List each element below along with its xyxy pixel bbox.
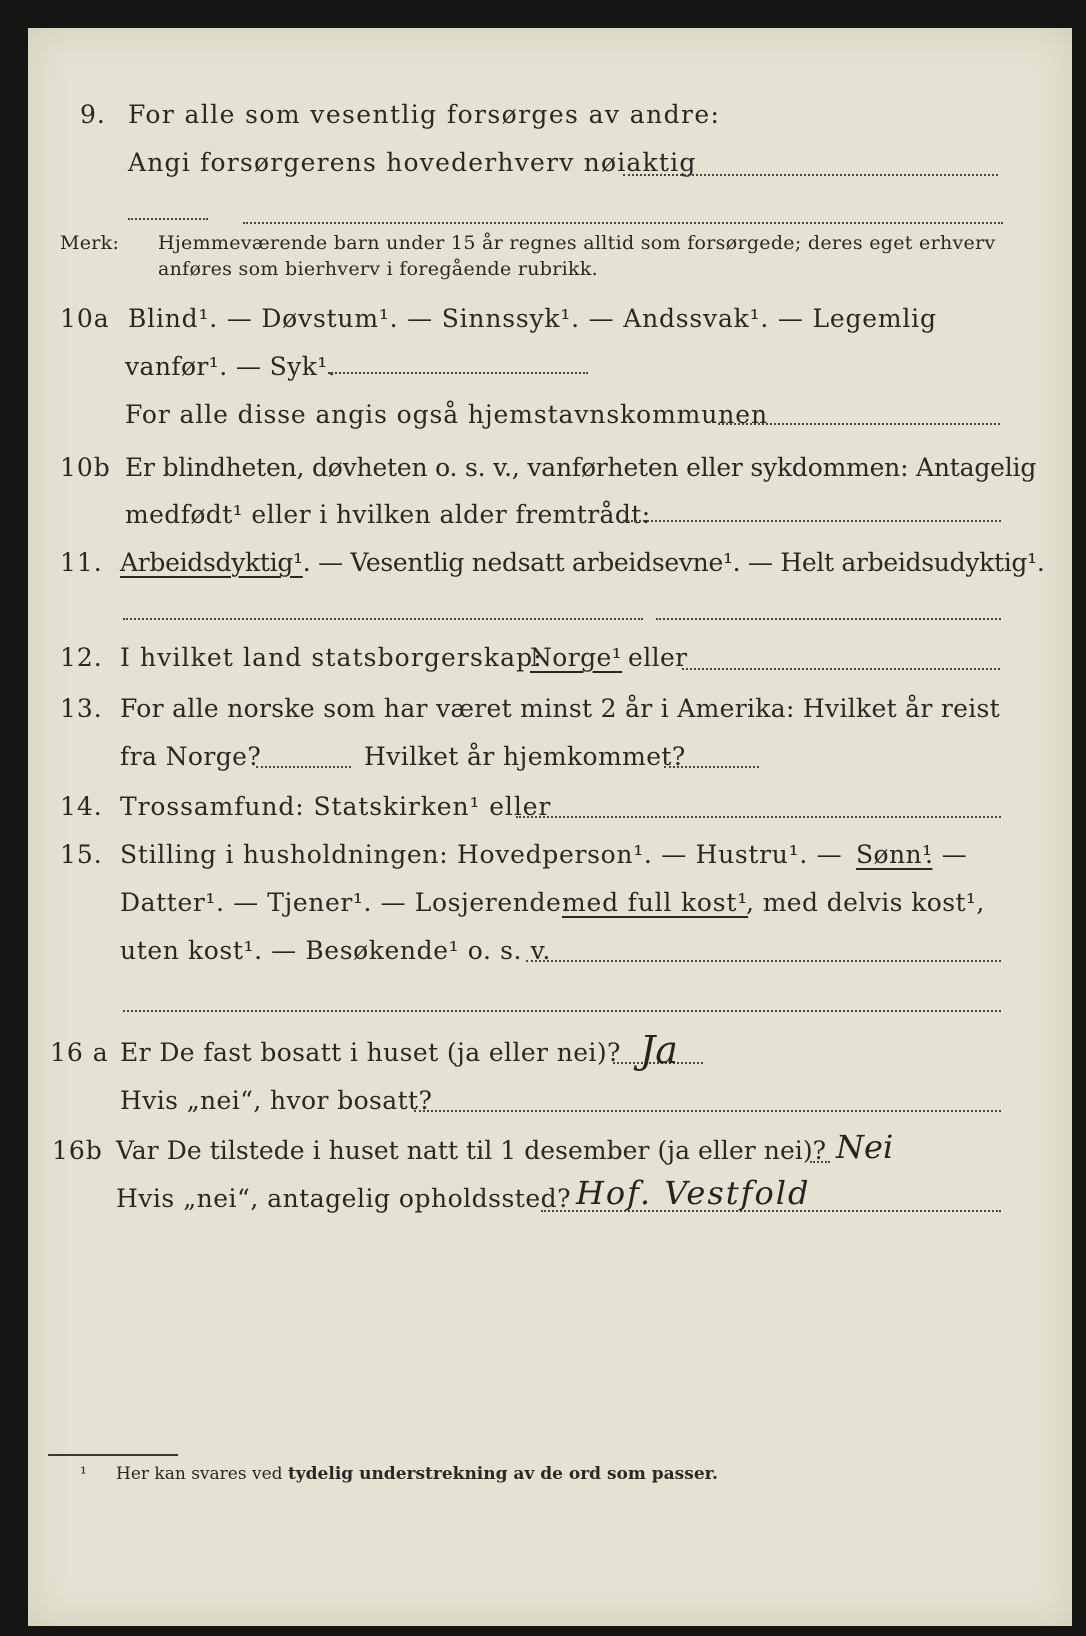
question-9-number: 9.: [80, 100, 106, 129]
question-16b-line2: Hvis „nei“, antagelig opholdssted?: [116, 1184, 572, 1213]
question-11-number: 11.: [60, 548, 103, 577]
answer-line-9b-part1[interactable]: [128, 218, 208, 220]
question-16a-line2: Hvis „nei“, hvor bosatt?: [120, 1086, 433, 1115]
question-15-line1c: . —: [925, 840, 968, 869]
answer-line-9[interactable]: [623, 174, 998, 176]
answer-line-12[interactable]: [682, 668, 1000, 670]
answer-line-15[interactable]: [526, 960, 1001, 962]
handwritten-answer-16b-place: Hof. Vestfold: [576, 1174, 811, 1212]
option-norge-underlined: Norge¹: [530, 643, 623, 672]
question-11-text: [120, 548, 1044, 577]
question-15-line2c: , med delvis kost¹,: [746, 888, 985, 917]
answer-line-11-part2[interactable]: [656, 618, 1001, 620]
question-16a-line1: Er De fast bosatt i huset (ja eller nei)?: [120, 1038, 621, 1067]
question-12-number: 12.: [60, 643, 103, 672]
question-14-text: Trossamfund: Statskirken¹ eller: [120, 792, 552, 821]
answer-line-13-hjemkommet[interactable]: [664, 766, 759, 768]
question-16a-number: 16 a: [50, 1038, 109, 1067]
question-10a-number: 10a: [60, 304, 110, 333]
question-10b-line2: medfødt¹ eller i hvilken alder fremtrådt:: [125, 500, 651, 529]
census-form-page: [28, 28, 1072, 1626]
question-15-line3: uten kost¹. — Besøkende¹ o. s. v.: [120, 936, 551, 965]
answer-line-10a-syk[interactable]: [328, 372, 588, 374]
note-line2: anføres som bierhverv i foregående rubrikk.: [158, 258, 598, 280]
note-label: Merk:: [60, 232, 120, 254]
question-9-line2: Angi forsørgerens hovederhverv nøiaktig: [128, 148, 697, 177]
question-16b-number: 16b: [52, 1136, 103, 1165]
note-line1: Hjemmeværende barn under 15 år regnes alltid som forsørgede; deres eget erhverv: [158, 232, 996, 254]
answer-line-15b[interactable]: [123, 1010, 1001, 1012]
question-10a-line3: For alle disse angis også hjemstavnskommunen: [125, 400, 768, 429]
answer-line-14[interactable]: [516, 816, 1001, 818]
question-13-line2a: fra Norge?: [120, 742, 262, 771]
handwritten-answer-16a: Ja: [640, 1028, 678, 1072]
answer-line-10a-kommune[interactable]: [718, 423, 1000, 425]
option-sonn-underlined: Sønn¹: [856, 840, 933, 869]
question-12-eller: eller: [628, 643, 688, 672]
question-9-line1: For alle som vesentlig forsørges av andre:: [128, 100, 721, 129]
question-13-line2b: Hvilket år hjemkommet?: [364, 742, 686, 771]
answer-line-11-part1[interactable]: [123, 618, 643, 620]
answer-line-16b[interactable]: [810, 1161, 830, 1163]
question-10b-number: 10b: [60, 453, 111, 482]
answer-line-9b-part2[interactable]: [243, 222, 1003, 224]
question-10a-line2: vanfør¹. — Syk¹.: [125, 352, 337, 381]
question-16b-line1: Var De tilstede i huset natt til 1 desember (ja eller nei)?: [116, 1136, 827, 1165]
question-10a-line1: Blind¹. — Døvstum¹. — Sinnssyk¹. — Andssvak¹. — Legemlig: [128, 304, 937, 333]
question-14-number: 14.: [60, 792, 103, 821]
question-10b-line1: Er blindheten, døvheten o. s. v., vanførheten eller sykdommen: Antagelig: [125, 453, 1037, 482]
option-arbeidsdyktig-underlined: Arbeidsdyktig¹: [120, 548, 303, 577]
option-med-full-kost-underlined: med full kost¹: [562, 888, 749, 917]
footnote-text-b: tydelig understrekning av de ord som passer.: [287, 1464, 718, 1484]
question-13-line1: For alle norske som har været minst 2 år i Amerika: Hvilket år reist: [120, 694, 1001, 723]
answer-line-10b[interactable]: [623, 520, 1001, 522]
answer-line-16a-bosatt[interactable]: [414, 1110, 1001, 1112]
footnote-text-a: Her kan svares ved: [116, 1464, 283, 1484]
footnote-text: [116, 1464, 718, 1484]
question-11-rest: . — Vesentlig nedsatt arbeidsevne¹. — Helt arbeidsudyktig¹.: [302, 548, 1045, 577]
question-15-line2a: Datter¹. — Tjener¹. — Losjerende:: [120, 888, 571, 917]
answer-line-13-reist[interactable]: [256, 766, 351, 768]
footnote-mark: ¹: [80, 1464, 87, 1484]
footnote-rule: [48, 1454, 178, 1456]
question-12-text: I hvilket land statsborgerskap:: [120, 643, 543, 672]
question-15-line1a: Stilling i husholdningen: Hovedperson¹. — Hustru¹. —: [120, 840, 843, 869]
question-15-number: 15.: [60, 840, 103, 869]
question-13-number: 13.: [60, 694, 103, 723]
handwritten-answer-16b: Nei: [836, 1128, 894, 1166]
